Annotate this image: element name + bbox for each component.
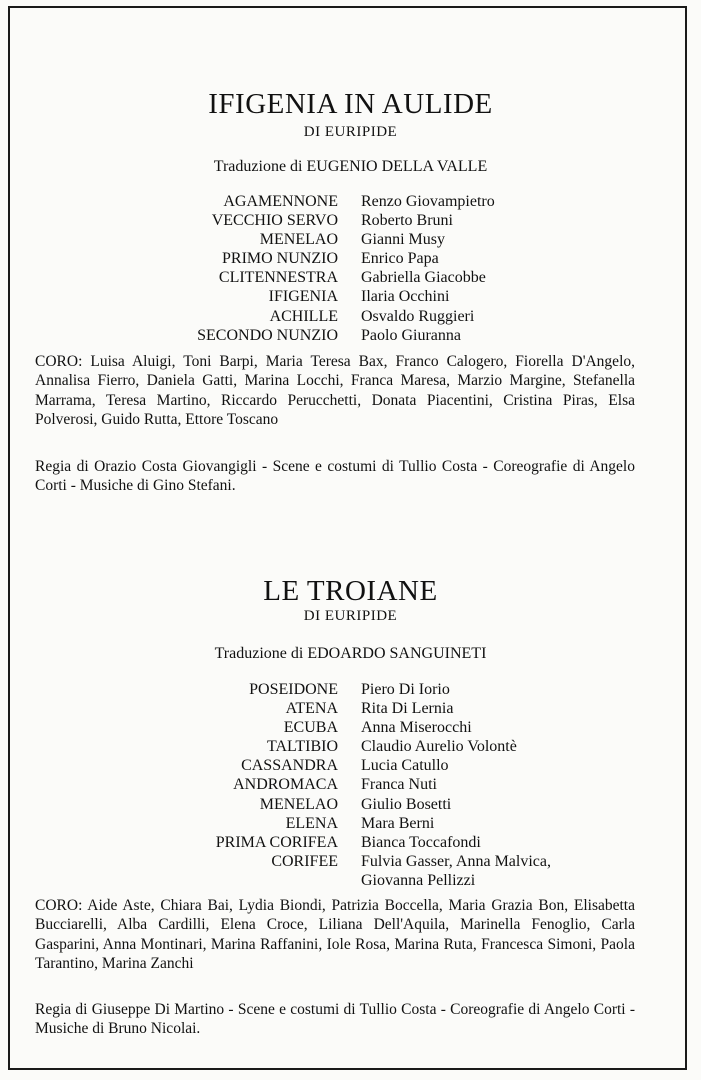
cast-role: TALTIBIO (266, 738, 338, 756)
cast-row (0, 269, 701, 288)
cast-row (0, 193, 701, 212)
cast-actor: Franca Nuti (361, 776, 437, 794)
cast-role: ELENA (285, 814, 338, 832)
cast-role: ANDROMACA (233, 776, 338, 794)
cast-row (0, 231, 701, 250)
cast-row (0, 738, 701, 757)
cast-actor: Anna Miserocchi (361, 719, 472, 737)
play-title: LE TROIANE (263, 575, 438, 607)
cast-role: SECONDO NUNZIO (197, 326, 338, 344)
cast-row (0, 872, 701, 891)
cast-role: ACHILLE (269, 307, 338, 325)
cast-row (0, 776, 701, 795)
cast-actor: Mara Berni (361, 814, 435, 832)
cast-row (0, 250, 701, 269)
cast-list (0, 681, 701, 891)
cast-actor: Renzo Giovampietro (361, 193, 495, 210)
cast-row (0, 815, 701, 834)
cast-actor: Rita Di Lernia (361, 700, 454, 718)
credits-paragraph: Regia di Giuseppe Di Martino - Scene e costumi di Tullio Costa - Coreografie di Angelo Corti - Musiche di Bruno Nicolai. (35, 1001, 635, 1038)
cast-role: PRIMO NUNZIO (222, 250, 338, 268)
cast-actor: Roberto Bruni (361, 212, 453, 230)
cast-row (0, 853, 701, 872)
cast-role: ATENA (285, 700, 338, 718)
cast-actor: Gabriella Giacobbe (361, 269, 486, 287)
cast-actor: Paolo Giuranna (361, 326, 461, 344)
cast-row (0, 834, 701, 853)
cast-row (0, 681, 701, 700)
cast-row (0, 796, 701, 815)
play-title: IFIGENIA IN AULIDE (208, 88, 493, 120)
cast-role: ECUBA (283, 719, 338, 737)
cast-role: PRIMA CORIFEA (215, 833, 338, 851)
cast-list (0, 193, 701, 346)
cast-row (0, 288, 701, 307)
cast-actor: Gianni Musy (361, 231, 445, 249)
cast-role: MENELAO (259, 231, 338, 249)
cast-actor: Lucia Catullo (361, 757, 449, 775)
cast-role: VECCHIO SERVO (211, 212, 338, 230)
play-author: DI EURIPIDE (303, 124, 398, 140)
cast-role: POSEIDONE (249, 681, 338, 698)
cast-actor: Claudio Aurelio Volontè (361, 738, 517, 756)
chorus-paragraph: CORO: Luisa Aluigi, Toni Barpi, Maria Teresa Bax, Franco Calogero, Fiorella D'Angelo, Annalisa Fierro, Daniela Gatti, Marina Locchi, Franca Maresa, Marzio Margine, Stefanella Marrama, Teresa Martino, Riccardo Perucchetti, Donata Piacentini, Cristina Piras, Elsa Polverosi, Guido Rutta, Ettore Toscano (35, 353, 635, 429)
cast-role: CLITENNESTRA (218, 269, 338, 287)
translation-credit: Traduzione di EUGENIO DELLA VALLE (213, 158, 488, 175)
cast-row (0, 308, 701, 327)
cast-row (0, 719, 701, 738)
cast-row (0, 327, 701, 346)
play-author: DI EURIPIDE (303, 608, 398, 624)
cast-role: CASSANDRA (241, 757, 338, 775)
cast-row (0, 212, 701, 231)
translation-credit: Traduzione di EDOARDO SANGUINETI (214, 645, 487, 662)
cast-role: AGAMENNONE (223, 193, 338, 210)
cast-role: CORIFEE (271, 852, 338, 870)
cast-actor: Bianca Toccafondi (361, 833, 481, 851)
cast-actor: Ilaria Occhini (361, 288, 450, 306)
cast-actor: Enrico Papa (361, 250, 439, 268)
cast-actor: Piero Di Iorio (361, 681, 450, 698)
cast-actor: Giulio Bosetti (361, 795, 452, 813)
cast-actor: Giovanna Pellizzi (361, 871, 476, 889)
cast-actor: Osvaldo Ruggieri (361, 307, 475, 325)
cast-row (0, 700, 701, 719)
cast-actor: Fulvia Gasser, Anna Malvica, (361, 852, 551, 870)
cast-role: IFIGENIA (268, 288, 338, 306)
chorus-paragraph: CORO: Aide Aste, Chiara Bai, Lydia Biondi, Patrizia Boccella, Maria Grazia Bon, Elisabetta Bucciarelli, Alba Cardilli, Elena Croce, Liliana Dell'Aquila, Marinella Fenoglio, Carla Gasparini, Anna Montinari, Marina Raffanini, Iole Rosa, Marina Ruta, Francesca Simoni, Paola Tarantino, Marina Zanchi (35, 897, 635, 973)
cast-row (0, 757, 701, 776)
cast-role: MENELAO (259, 795, 338, 813)
credits-paragraph: Regia di Orazio Costa Giovangigli - Scene e costumi di Tullio Costa - Coreografie di Angelo Corti - Musiche di Gino Stefani. (35, 458, 635, 495)
